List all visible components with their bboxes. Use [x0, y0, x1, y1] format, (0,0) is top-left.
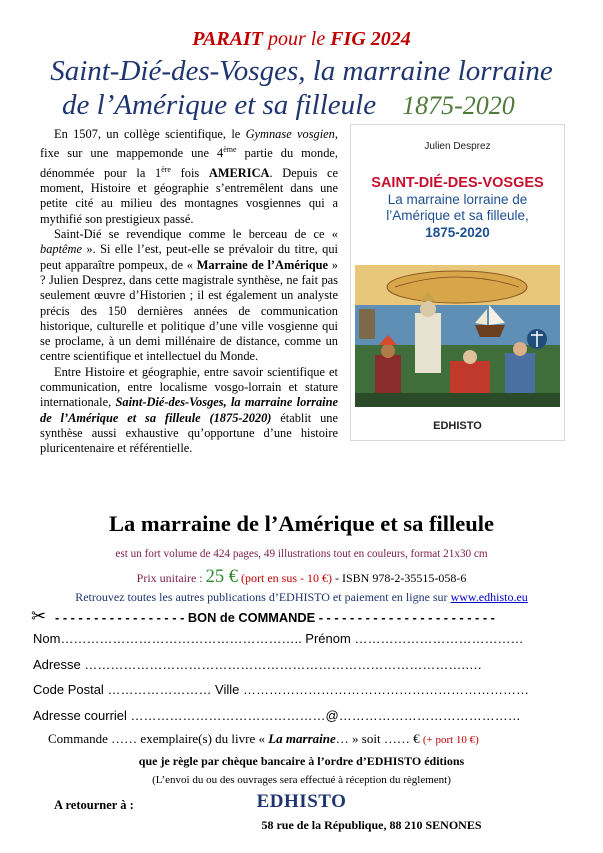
email-field-user[interactable]: ……………………………………… — [130, 708, 326, 723]
announcement-kicker: PARAIT pour le FIG 2024 — [192, 28, 411, 50]
book-headline: La marraine de l’Amérique et sa filleule — [109, 511, 494, 536]
prenom-field[interactable]: ………………………………… — [354, 631, 524, 646]
address-row — [33, 657, 482, 672]
page-title-line2: de l’Amérique et sa filleule 1875-2020 — [62, 89, 515, 121]
nom-field[interactable]: ……………………………………………….. — [60, 631, 302, 646]
ville-field[interactable]: ………………………………………………………… — [243, 682, 529, 697]
paragraph-1: En 1507, un collège scientifique, le Gymnase vosgien, fixe sur une mappemonde une 4ème partie du monde, dénommée pour la 1ère fois AMERICA. Depuis ce moment, Histoire et géographie s’entremêlent dans une petite cité au milieu des montagnes vosgiennes qui a mythifié son prestigieux passé. — [40, 127, 338, 226]
adresse-label: Adresse — [33, 657, 85, 672]
return-to-label: A retourner à : — [54, 798, 134, 812]
description-text — [40, 127, 338, 456]
cover-illustration — [355, 265, 560, 407]
prenom-label: Prénom — [301, 631, 355, 646]
postcode-label: Code Postal — [33, 682, 108, 697]
payment-instruction: que je règle par chèque bancaire à l’ordre d’EDHISTO éditions — [138, 754, 465, 768]
nom-label: Nom — [33, 631, 61, 646]
name-row — [33, 631, 523, 646]
paragraph-2: Saint-Dié se revendique comme le berceau de ce « baptême ». Si elle l’est, peut-elle se prévaloir du titre, qui peut apparaître pompeux, de « Marraine de l’Amérique » ? Julien Desprez, dans cette magistrale synthèse, ne fait pas seulement œuvre d’Historien ; il est également un analyste précis des 150 dernières années de communication historique, culturelle et politique d’une ville vosgienne qui se proclame, à un demi millénaire de distance, comme un centre scientifique et intellectuel du Monde. — [40, 227, 338, 364]
cover-author: Julien Desprez — [424, 141, 491, 152]
scissors-icon: ✂ — [31, 606, 47, 626]
adresse-field[interactable]: …………………………………………………………………………….…. — [84, 657, 482, 672]
book-cover — [350, 124, 565, 441]
website-link[interactable]: www.edhisto.eu — [450, 590, 528, 604]
cover-title-line1: SAINT-DIÉ-DES-VOSGES — [371, 175, 544, 191]
cover-title-line4: 1875-2020 — [425, 225, 490, 240]
online-links: Retrouvez toutes les autres publications d’EDHISTO et paiement en ligne sur www.edhisto.eu — [75, 590, 528, 604]
publisher-logo: EDHISTO — [433, 420, 482, 432]
postcode-field[interactable]: …………………… — [107, 682, 212, 697]
book-specs: est un fort volume de 424 pages, 49 illustrations tout en couleurs, format 21x30 cm — [115, 548, 488, 560]
publisher-address: 58 rue de la République, 88 210 SENONES — [261, 818, 482, 832]
order-form-title: - - - - - - - - - - - - - - - - - BON de COMMANDE - - - - - - - - - - - - - - - - - - - - - - - — [55, 610, 495, 625]
price-line: Prix unitaire : 25 € (port en sus - 10 €) - ISBN 978-2-35515-058-6 — [136, 567, 467, 587]
page-title-line1: Saint-Dié-des-Vosges, la marraine lorraine — [50, 55, 553, 87]
email-row: Adresse courriel ………………………………………@…………………………………… — [33, 708, 521, 723]
price-amount: 25 € — [205, 567, 239, 587]
order-quantity-line: Commande …… exemplaire(s) du livre « La marraine… » soit …… € (+ port 10 €) — [48, 731, 479, 746]
cover-title-line3: l’Amérique et sa filleule, — [386, 208, 529, 223]
ville-label: Ville — [211, 682, 243, 697]
shipping-note: (L’envoi du ou des ouvrages sera effectué à réception du règlement) — [152, 774, 451, 786]
postcode-city-row — [33, 682, 529, 697]
cover-title-line2: La marraine lorraine de — [387, 192, 528, 207]
email-label: Adresse courriel — [33, 708, 131, 723]
publisher-name: EDHISTO — [256, 791, 347, 812]
paragraph-3: Entre Histoire et géographie, entre savoir scientifique et communication, entre localisme vosgo-lorrain et stature internationale, Saint-Dié-des-Vosges, la marraine lorraine de l’Amérique et sa filleule (1875-2020) établit une synthèse aussi exhaustive qu’opportune d’une histoire pluricentenaire et référentielle. — [40, 364, 338, 456]
email-field-domain[interactable]: …………………………………… — [338, 708, 521, 723]
title-years: 1875-2020 — [402, 91, 515, 120]
